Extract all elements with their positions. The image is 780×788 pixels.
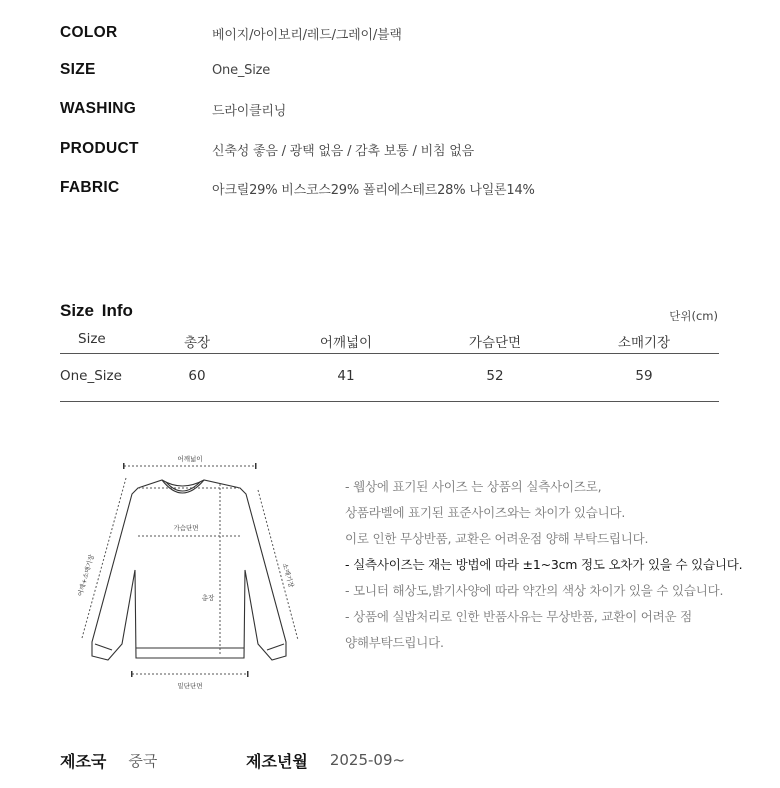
diagram-label-sleeve-right: 소매기장	[280, 562, 296, 589]
spec-label: SIZE	[60, 61, 96, 78]
table-cell-shoulder: 41	[337, 368, 355, 384]
note-line: 이로 인한 무상반품, 교환은 어려운점 양해 부탁드립니다.	[345, 531, 649, 546]
spec-label: WASHING	[60, 100, 137, 117]
garment-measurement-diagram	[62, 448, 322, 694]
origin-country-label: 제조국	[60, 751, 107, 771]
note-line: - 웹상에 표기된 사이즈 는 상품의 실측사이즈로,	[345, 479, 602, 494]
spec-value: 드라이클리닝	[212, 103, 287, 119]
table-bottom-rule	[60, 401, 719, 402]
spec-row-product	[60, 138, 474, 160]
origin-country-value: 중국	[128, 751, 158, 770]
diagram-label-hem: 밑단단면	[177, 682, 203, 690]
spec-label: FABRIC	[60, 179, 120, 196]
spec-value: 베이지/아이보리/레드/그레이/블랙	[212, 27, 402, 43]
manufacture-date-value: 2025-09~	[329, 751, 406, 769]
diagram-label-sleeve-left: 어깨+소매기장	[76, 553, 96, 598]
spec-row-color	[60, 22, 402, 44]
diagram-label-length: 총장	[201, 594, 215, 602]
size-notes	[345, 474, 745, 656]
table-header-size: Size	[78, 331, 106, 347]
table-cell-size: One_Size	[60, 368, 122, 384]
spec-row-washing	[60, 98, 286, 120]
table-header-sleeve: 소매기장	[617, 335, 671, 351]
origin-country	[60, 748, 157, 772]
spec-row-size	[60, 59, 270, 81]
diagram-label-chest: 가슴단면	[173, 524, 199, 532]
note-line-emphasis: - 실측사이즈는 재는 방법에 따라 ±1~3cm 정도 오차가 있을 수 있습니다.	[345, 557, 743, 572]
table-cell-sleeve: 59	[635, 368, 653, 384]
spec-value: One_Size	[212, 62, 271, 78]
manufacture-date	[246, 748, 405, 772]
spec-label: COLOR	[60, 24, 118, 41]
table-header-length: 총장	[183, 335, 211, 351]
spec-value: 아크릴29% 비스코스29% 폴리에스테르28% 나일론14%	[212, 182, 535, 198]
table-header-chest: 가슴단면	[468, 335, 522, 351]
note-line: 양해부탁드립니다.	[345, 635, 444, 650]
table-header-shoulder: 어깨넓이	[319, 335, 373, 351]
spec-value: 신축성 좋음 / 광택 없음 / 감촉 보통 / 비침 없음	[212, 143, 474, 159]
unit-note: 단위(cm)	[669, 309, 718, 323]
spec-row-fabric	[60, 177, 535, 199]
diagram-label-shoulder: 어깨넓이	[177, 455, 203, 463]
size-info-title: Size Info	[60, 301, 133, 320]
table-divider	[60, 353, 719, 354]
note-line: 상품라벨에 표기된 표준사이즈와는 차이가 있습니다.	[345, 505, 626, 520]
spec-label: PRODUCT	[60, 140, 139, 157]
table-cell-chest: 52	[486, 368, 504, 384]
table-cell-length: 60	[188, 368, 206, 384]
note-line: - 상품에 실밥처리로 인한 반품사유는 무상반품, 교환이 어려운 점	[345, 609, 693, 624]
note-line: - 모니터 해상도,밝기사양에 따라 약간의 색상 차이가 있을 수 있습니다.	[345, 583, 724, 598]
manufacture-date-label: 제조년월	[246, 751, 308, 771]
